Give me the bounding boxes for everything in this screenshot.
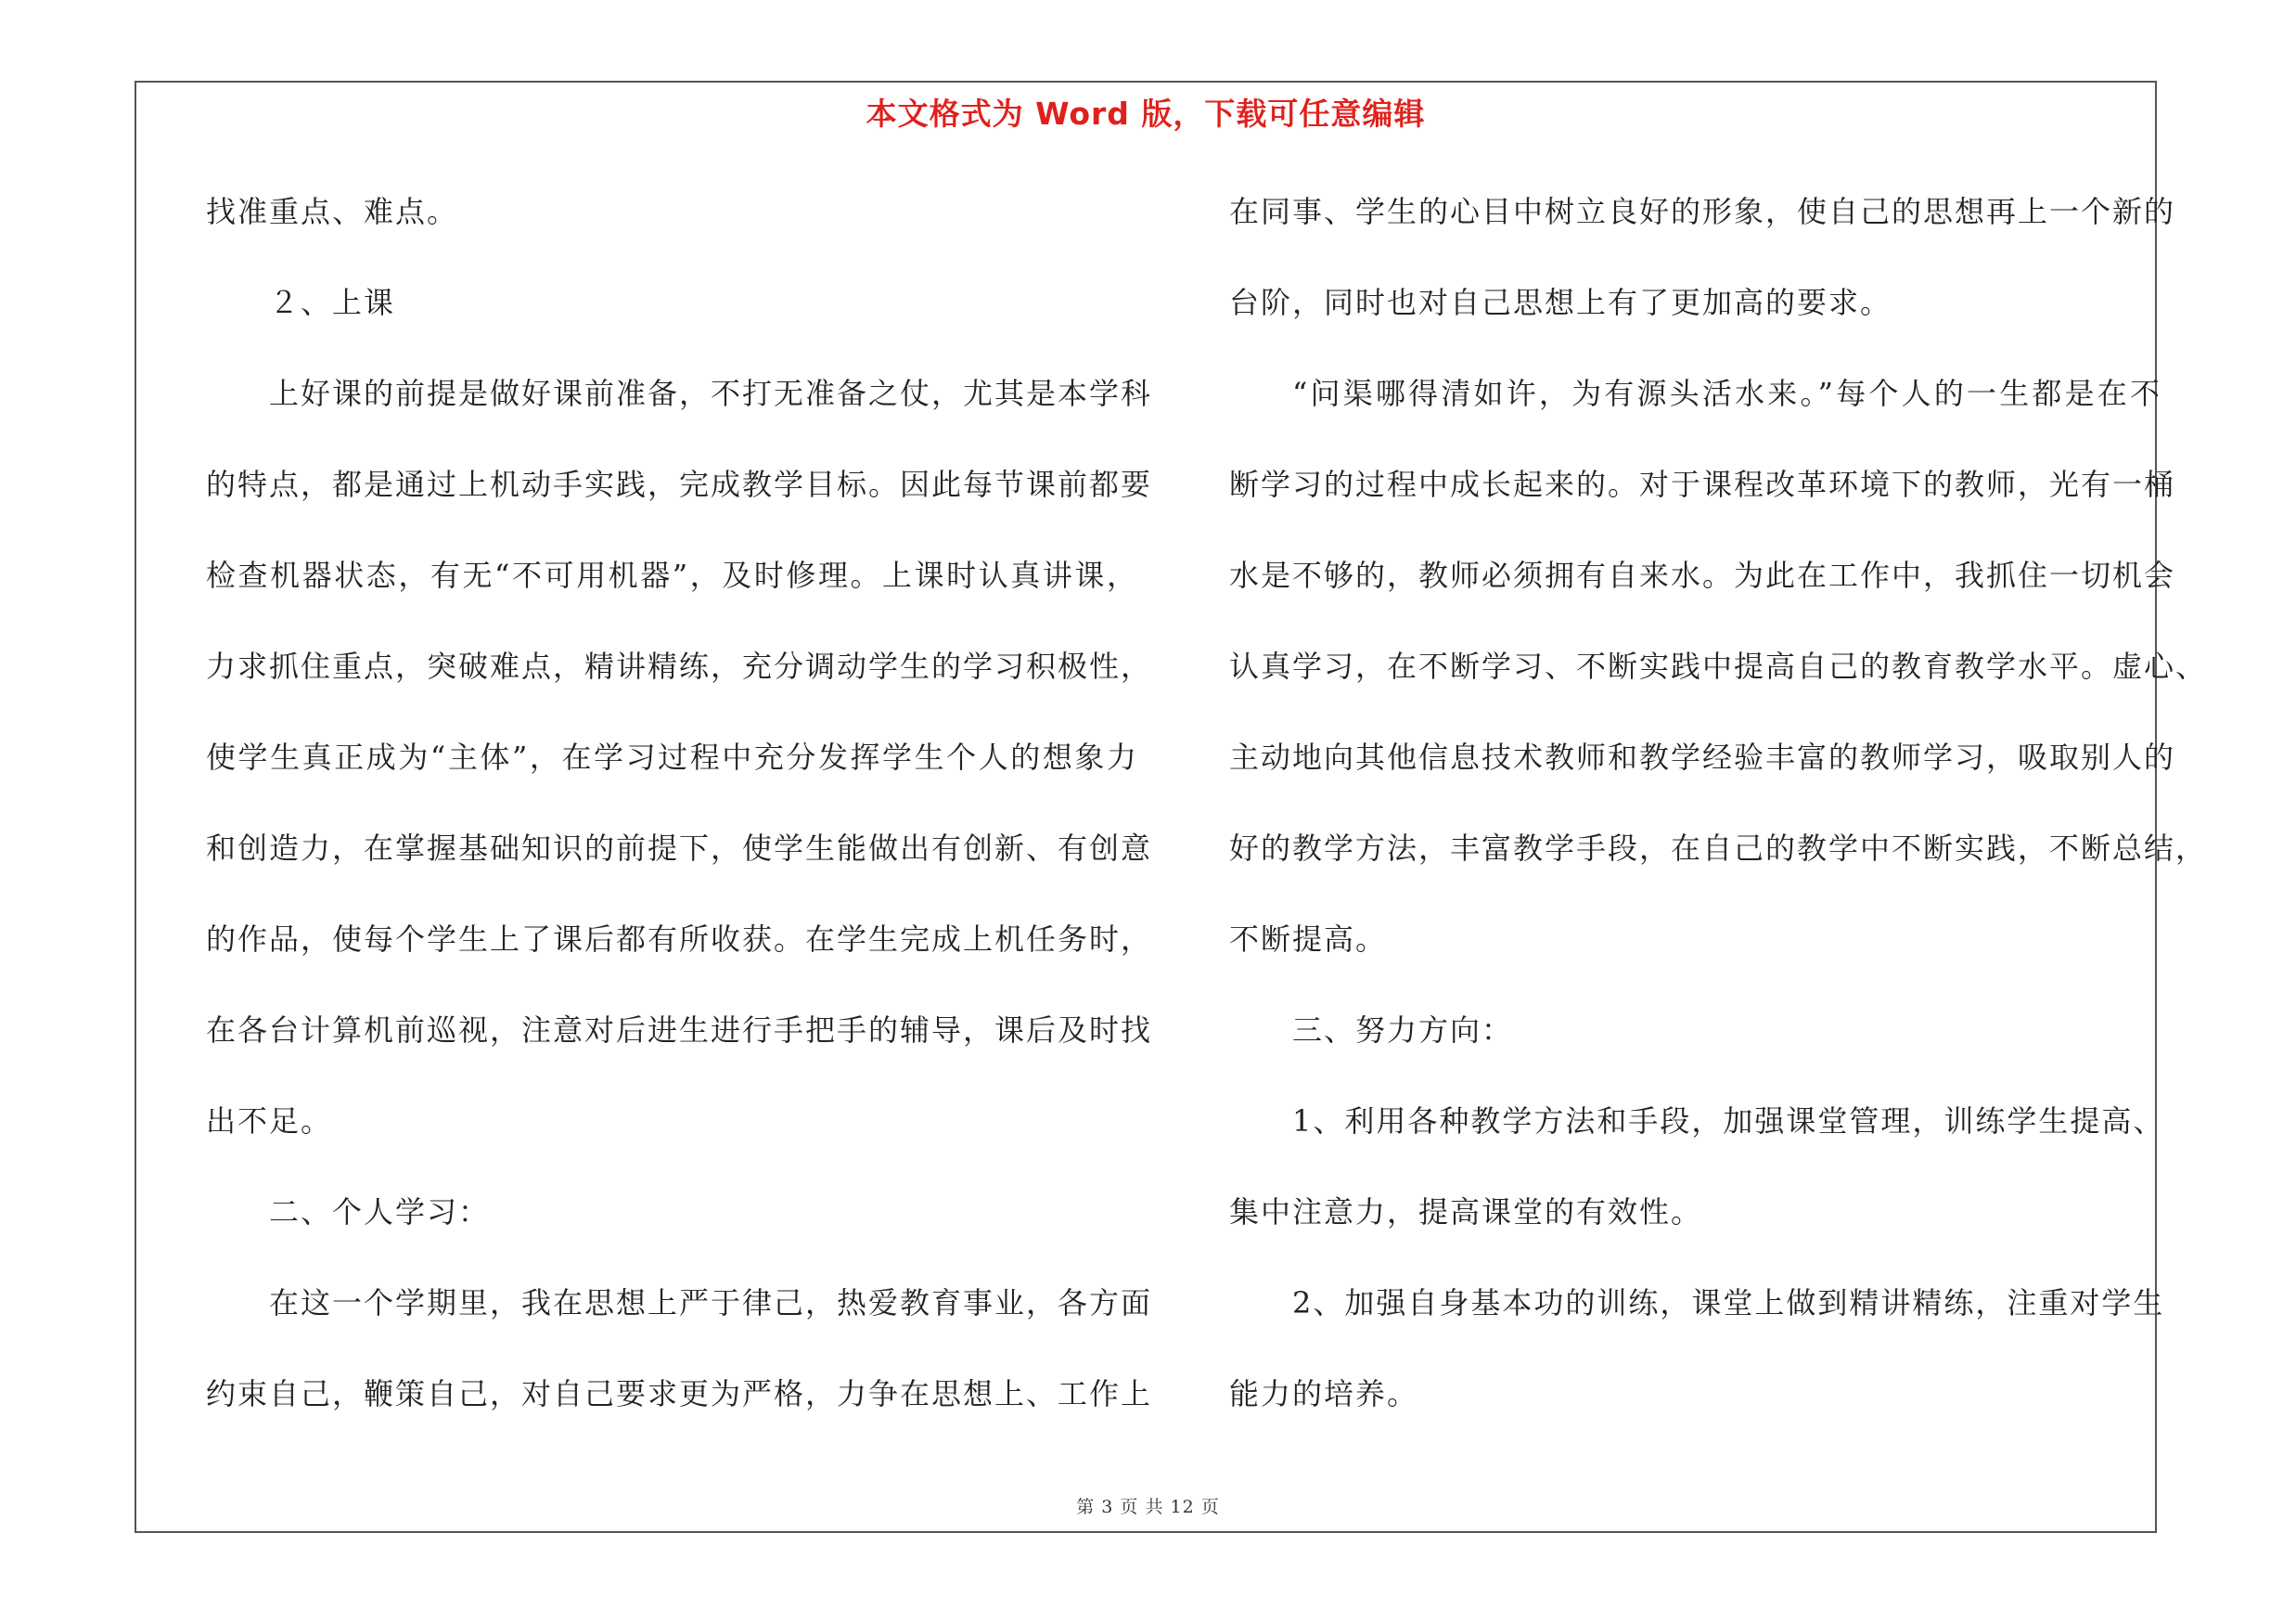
- text-line: 上好课的前提是做好课前准备，不打无准备之仗，尤其是本学科: [269, 376, 1153, 411]
- section-heading: 三、努力方向：: [1292, 1012, 1514, 1048]
- text-line: 不断提高。: [1229, 921, 1388, 957]
- text-line: 约束自己，鞭策自己，对自己要求更为严格，力争在思想上、工作上: [206, 1376, 1153, 1411]
- page-number-footer: 第 3 页 共 12 页: [1076, 1497, 1220, 1517]
- left-column: [206, 186, 1153, 1459]
- text-line: 找准重点、难点。: [206, 194, 459, 229]
- text-line: 在各台计算机前巡视，注意对后进生进行手把手的辅导，课后及时找: [206, 1012, 1153, 1048]
- text-line: 和创造力，在掌握基础知识的前提下，使学生能做出有创新、有创意: [206, 831, 1153, 866]
- text-line: 的特点，都是通过上机动手实践，完成教学目标。因此每节课前都要: [206, 467, 1153, 502]
- text-line: 检查机器状态，有无“不可用机器”，及时修理。上课时认真讲课，: [206, 558, 1138, 593]
- text-line: 台阶，同时也对自己思想上有了更加高的要求。: [1229, 285, 1892, 320]
- text-line: 使学生真正成为“主体”，在学习过程中充分发挥学生个人的想象力: [206, 740, 1138, 775]
- text-line: 水是不够的，教师必须拥有自来水。为此在工作中，我抓住一切机会: [1229, 558, 2176, 593]
- text-line: 好的教学方法，丰富教学手段，在自己的教学中不断实践，不断总结，: [1229, 831, 2208, 866]
- text-line: 出不足。: [206, 1103, 333, 1139]
- text-line: 认真学习，在不断学习、不断实践中提高自己的教育教学水平。虚心、: [1229, 649, 2208, 684]
- section-heading: ２、上课: [269, 285, 396, 320]
- text-line: 2、加强自身基本功的训练，课堂上做到精讲精练，注重对学生: [1292, 1285, 2165, 1320]
- format-banner: 本文格式为 Word 版，下载可任意编辑: [866, 96, 1426, 132]
- text-line: 在这一个学期里，我在思想上严于律己，热爱教育事业，各方面: [269, 1285, 1153, 1320]
- text-line: 力求抓住重点，突破难点，精讲精练，充分调动学生的学习积极性，: [206, 649, 1153, 684]
- text-line: 在同事、学生的心目中树立良好的形象，使自己的思想再上一个新的: [1229, 194, 2176, 229]
- right-column: [1229, 186, 2208, 1459]
- section-heading: 二、个人学习：: [269, 1194, 491, 1230]
- text-line: 断学习的过程中成长起来的。对于课程改革环境下的教师，光有一桶: [1229, 467, 2176, 502]
- text-line: 能力的培养。: [1229, 1376, 1419, 1411]
- text-line: 的作品，使每个学生上了课后都有所收获。在学生完成上机任务时，: [206, 921, 1153, 957]
- text-line: 集中注意力，提高课堂的有效性。: [1229, 1194, 1703, 1230]
- text-line: 1、利用各种教学方法和手段，加强课堂管理，训练学生提高、: [1292, 1103, 2165, 1139]
- text-line: “问渠哪得清如许，为有源头活水来。”每个人的一生都是在不: [1292, 376, 2161, 411]
- text-line: 主动地向其他信息技术教师和教学经验丰富的教师学习，吸取别人的: [1229, 740, 2176, 775]
